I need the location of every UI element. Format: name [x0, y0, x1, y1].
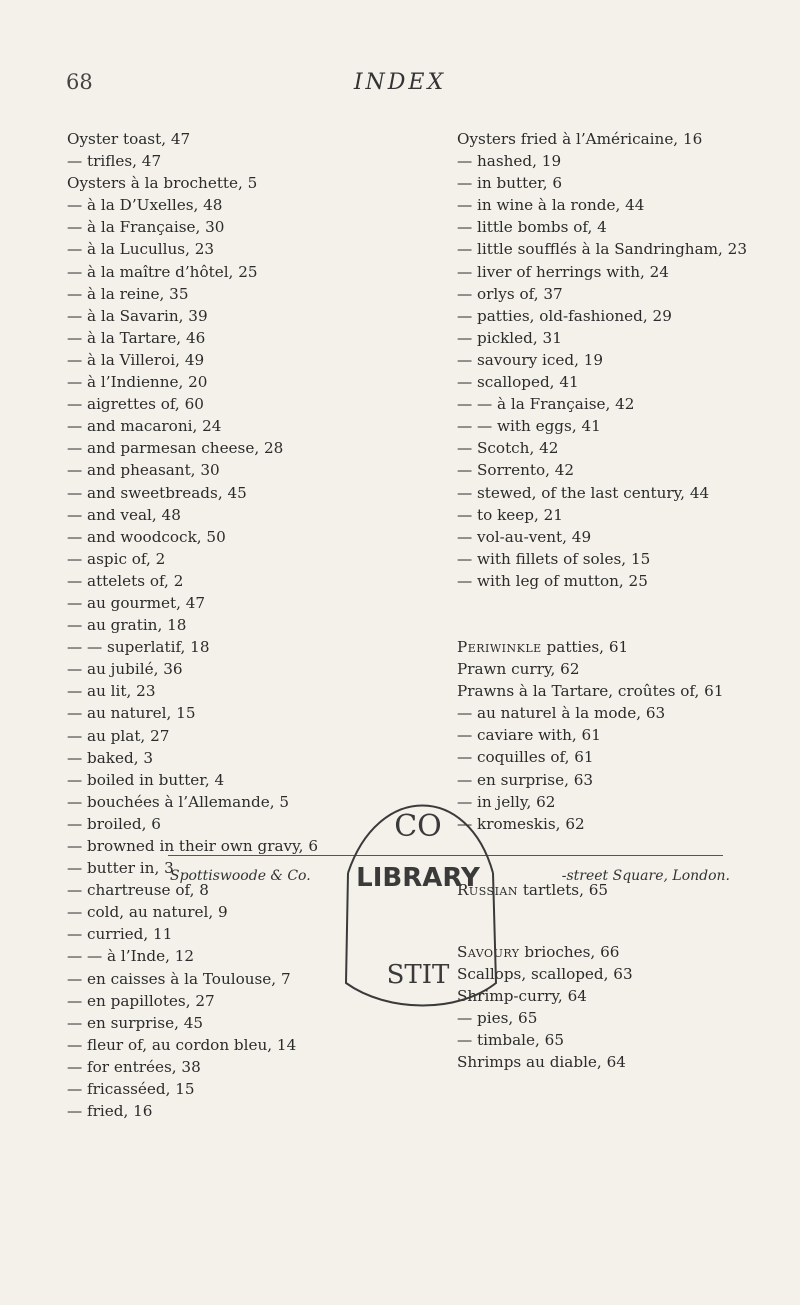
- index-entry: — à la Villeroi, 49: [67, 350, 205, 369]
- index-entry: — curried, 11: [67, 925, 173, 944]
- index-entry: — bouchées à l’Allemande, 5: [67, 792, 290, 811]
- index-entry: — au lit, 23: [67, 682, 156, 701]
- index-entry: Scallops, scalloped, 63: [457, 965, 633, 983]
- index-entry: — trifles, 47: [67, 152, 162, 171]
- index-entry: — à la Française, 30: [67, 218, 225, 237]
- index-entry: — little soufflés à la Sandringham, 23: [457, 240, 748, 259]
- index-entry: — au gratin, 18: [67, 616, 187, 635]
- index-entry: Shrimp-curry, 64: [457, 987, 587, 1006]
- stamp-top-text: CO: [394, 809, 442, 844]
- index-entry: — pies, 65: [457, 1009, 538, 1028]
- index-entry: — — with eggs, 41: [457, 417, 601, 436]
- stamp-bottom-text: STIT: [386, 960, 450, 990]
- index-entry: — patties, old-fashioned, 29: [457, 306, 672, 325]
- index-entry: — en surprise, 45: [67, 1013, 204, 1032]
- index-entry: — kromeskis, 62: [457, 814, 585, 833]
- index-entry: — with leg of mutton, 25: [457, 571, 648, 590]
- index-entry: — — superlatif, 18: [67, 638, 210, 657]
- index-entry: — au naturel, 15: [67, 704, 196, 723]
- index-entry: Periwinkle patties, 61: [457, 637, 629, 656]
- index-entry: — little bombs of, 4: [457, 218, 607, 237]
- index-entry: — in jelly, 62: [457, 792, 556, 811]
- index-entry: — savoury iced, 19: [457, 350, 604, 369]
- imprint-right: -street Square, London.: [561, 868, 730, 884]
- index-entry: — baked, 3: [67, 748, 154, 767]
- index-entry: — in butter, 6: [457, 174, 563, 193]
- index-entry: — à la Lucullus, 23: [67, 240, 215, 259]
- index-entry: — vol-au-vent, 49: [457, 527, 592, 546]
- index-entry: — en surprise, 63: [457, 770, 594, 789]
- imprint-left: Spottiswoode & Co.: [170, 868, 311, 884]
- index-entry: Prawn curry, 62: [457, 660, 580, 679]
- index-entry: — en caisses à la Toulouse, 7: [67, 969, 291, 988]
- page-number: 68: [66, 70, 93, 94]
- index-entry: — au plat, 27: [67, 726, 170, 745]
- page-header: [0, 70, 800, 110]
- index-entry: — au jubilé, 36: [67, 660, 183, 679]
- index-entry: — au naturel à la mode, 63: [457, 704, 666, 723]
- index-entry: — — à la Française, 42: [457, 395, 635, 414]
- index-entry: — au gourmet, 47: [67, 593, 206, 612]
- index-entry: — orlys of, 37: [457, 284, 563, 303]
- index-entry: Russian tartlets, 65: [457, 880, 609, 899]
- index-entry: — timbale, 65: [457, 1031, 564, 1050]
- index-entry: — hashed, 19: [457, 152, 562, 171]
- index-entry: — and veal, 48: [67, 505, 181, 524]
- index-entry: — boiled in butter, 4: [67, 770, 225, 789]
- index-entry: — for entrées, 38: [67, 1057, 201, 1076]
- index-entry: Savoury brioches, 66: [457, 942, 620, 961]
- index-entry: — browned in their own gravy, 6: [67, 837, 318, 855]
- index-entry: — scalloped, 41: [457, 373, 579, 392]
- index-entry: — — à l’Inde, 12: [67, 947, 195, 966]
- index-entry: Oyster toast, 47: [67, 130, 191, 148]
- index-entry: — à la reine, 35: [67, 284, 189, 303]
- index-entry: — aigrettes of, 60: [67, 395, 204, 414]
- index-entry: — Sorrento, 42: [457, 461, 575, 480]
- index-entry: — cold, au naturel, 9: [67, 903, 228, 922]
- index-entry: — and macaroni, 24: [67, 417, 222, 436]
- oysters-continued-list: [457, 128, 777, 592]
- index-entry: — à l’Indienne, 20: [67, 373, 208, 392]
- index-entry: Prawns à la Tartare, croûtes of, 61: [457, 682, 724, 701]
- index-entry: — in wine à la ronde, 44: [457, 196, 645, 215]
- index-entry: Oysters à la brochette, 5: [67, 174, 258, 193]
- index-entry: — liver of herrings with, 24: [457, 262, 669, 281]
- index-entry: — and woodcock, 50: [67, 527, 226, 546]
- page-title: INDEX: [353, 70, 447, 95]
- index-entry: — stewed, of the last century, 44: [457, 483, 710, 502]
- index-entry: — broiled, 6: [67, 814, 161, 833]
- index-entry: — à la Savarin, 39: [67, 306, 208, 325]
- library-stamp: [318, 778, 518, 1008]
- index-entry: — Scotch, 42: [457, 439, 559, 458]
- index-entry: — with fillets of soles, 15: [457, 549, 651, 568]
- index-entry: Shrimps au diable, 64: [457, 1053, 626, 1072]
- index-entry: — pickled, 31: [457, 328, 562, 347]
- index-entry: — fricasséed, 15: [67, 1080, 195, 1099]
- index-entry: — and parmesan cheese, 28: [67, 439, 284, 458]
- index-entry: — and pheasant, 30: [67, 461, 220, 480]
- index-entry: — à la D’Uxelles, 48: [67, 196, 223, 215]
- index-entry: — fried, 16: [67, 1102, 153, 1121]
- index-entry: — coquilles of, 61: [457, 748, 594, 767]
- index-entry: — to keep, 21: [457, 505, 563, 524]
- index-entry: — en papillotes, 27: [67, 991, 215, 1010]
- index-entry: — à la maître d’hôtel, 25: [67, 262, 258, 281]
- index-entry: — butter in, 3: [67, 859, 174, 878]
- index-entry: — aspic of, 2: [67, 549, 166, 568]
- index-entry: — attelets of, 2: [67, 571, 184, 590]
- index-entry: — caviare with, 61: [457, 726, 601, 745]
- index-entry: — fleur of, au cordon bleu, 14: [67, 1035, 297, 1054]
- index-entry: — chartreuse of, 8: [67, 881, 209, 900]
- stamp-middle-text: LIBRARY: [356, 863, 480, 893]
- index-entry: — à la Tartare, 46: [67, 328, 206, 347]
- index-entry: — and sweetbreads, 45: [67, 483, 247, 502]
- index-entry: Oysters fried à l’Américaine, 16: [457, 130, 703, 148]
